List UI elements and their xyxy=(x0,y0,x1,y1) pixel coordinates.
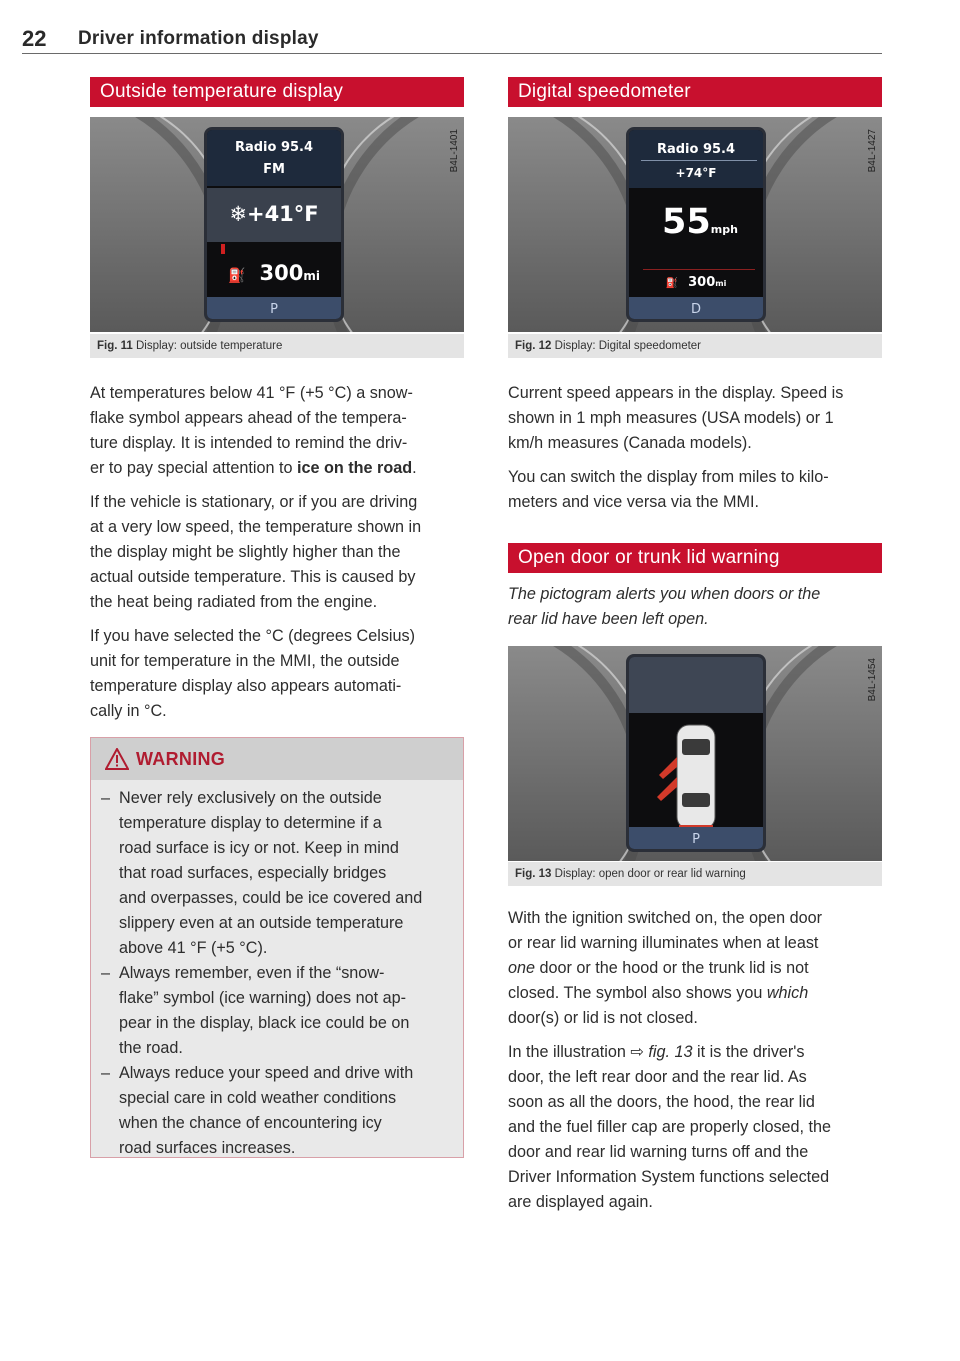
caption-text: Display: outside temperature xyxy=(136,340,283,352)
top-panel xyxy=(629,657,763,713)
text-line: soon as all the doors, the hood, the rear lid xyxy=(508,1093,815,1111)
text-line: and the fuel filler cap are properly closed, the xyxy=(508,1118,832,1136)
temperature-value: +74°F xyxy=(675,166,717,180)
text-line: road surfaces increases. xyxy=(119,1139,296,1157)
text-line: above 41 °F (+5 °C). xyxy=(119,939,268,957)
text-line: it is the driver's xyxy=(692,1043,805,1061)
figure-code: B4L-1454 xyxy=(867,658,878,702)
text-line: door(s) or lid is not closed. xyxy=(508,1009,698,1027)
text-line: the road. xyxy=(119,1039,183,1057)
text-line: actual outside temperature. This is caused by xyxy=(90,568,416,586)
temperature-readout xyxy=(207,202,341,226)
warning-header xyxy=(91,738,463,780)
warning-item xyxy=(101,961,457,1061)
figure-11-caption xyxy=(90,334,464,358)
caption-label: Fig. 12 xyxy=(515,340,552,352)
text-line: temperature display also appears automati- xyxy=(90,677,402,695)
text-line: flake” symbol (ice warning) does not ap- xyxy=(119,989,407,1007)
warning-list xyxy=(101,786,457,1161)
warning-triangle-icon xyxy=(105,748,129,770)
text-line: or rear lid warning illuminates when at least xyxy=(508,934,819,952)
text-line: With the ignition switched on, the open door xyxy=(508,909,823,927)
figure-11 xyxy=(90,117,464,332)
text-line: In the illustration xyxy=(508,1043,631,1061)
dash: – xyxy=(101,1064,111,1082)
figure-13-caption xyxy=(508,862,882,886)
instrument-display xyxy=(204,127,344,322)
warning-item xyxy=(101,786,457,961)
gear-indicator: P xyxy=(692,832,700,847)
text-line: You can switch the display from miles to kilo- xyxy=(508,468,829,486)
fuel-pump-icon: ⛽ xyxy=(665,278,679,289)
dash: – xyxy=(101,964,111,982)
text-line: closed. The symbol also shows you xyxy=(508,984,767,1002)
speed-unit: mph xyxy=(710,223,738,236)
text-line: er to pay special attention to xyxy=(90,459,297,477)
text-line: pear in the display, black ice could be on xyxy=(119,1014,410,1032)
paragraph xyxy=(508,465,888,515)
text-line: If you have selected the °C (degrees Celsius) xyxy=(90,627,415,645)
text-line: are displayed again. xyxy=(508,1193,653,1211)
text-line: flake symbol appears ahead of the tempera- xyxy=(90,409,407,427)
section-title-outside-temperature: Outside temperature display xyxy=(90,77,464,107)
paragraph xyxy=(90,490,470,615)
text-line: Current speed appears in the display. Speed is xyxy=(508,384,844,402)
door-warning-body xyxy=(508,906,888,1215)
radio-band: FM xyxy=(263,162,285,177)
section-intro xyxy=(508,582,888,632)
text-line: that road surfaces, especially bridges xyxy=(119,864,387,882)
instrument-display xyxy=(626,654,766,852)
warning-text xyxy=(119,786,422,961)
warning-box xyxy=(90,737,464,1158)
figure-12 xyxy=(508,117,882,332)
text-line: temperature display to determine if a xyxy=(119,814,382,832)
warning-text xyxy=(119,961,409,1061)
text-line: ture display. It is intended to remind the driv- xyxy=(90,434,408,452)
divider xyxy=(641,160,757,161)
text-line: The pictogram alerts you when doors or the xyxy=(508,585,821,603)
snowflake-icon: ❄ xyxy=(229,202,247,226)
page-number: 22 xyxy=(22,26,47,51)
car-door-pictogram-icon xyxy=(629,713,763,833)
digital-speedometer-body xyxy=(508,381,888,515)
text-line: . xyxy=(412,459,417,477)
range-unit: mi xyxy=(715,279,727,288)
fuel-pump-icon: ⛽ xyxy=(228,268,246,284)
text-line: unit for temperature in the MMI, the outside xyxy=(90,652,400,670)
figure-code: B4L-1427 xyxy=(867,129,878,173)
figure-13 xyxy=(508,646,882,861)
radio-panel xyxy=(207,130,341,186)
paragraph xyxy=(90,381,470,481)
text-line: when the chance of encountering icy xyxy=(119,1114,382,1132)
text-line: and overpasses, could be ice covered and xyxy=(119,889,423,907)
section-title-open-door-warning: Open door or trunk lid warning xyxy=(508,543,882,573)
text-line: At temperatures below 41 °F (+5 °C) a snow- xyxy=(90,384,413,402)
text-line: special care in cold weather conditions xyxy=(119,1089,397,1107)
emphasis: which xyxy=(766,984,809,1002)
speed-readout xyxy=(629,202,763,242)
temperature-value: +41°F xyxy=(246,202,319,226)
emphasis: one xyxy=(508,959,536,977)
text-line: Never rely exclusively on the outside xyxy=(119,789,382,807)
text-line: the display might be slightly higher than the xyxy=(90,543,401,561)
text-line: Always reduce your speed and drive with xyxy=(119,1064,414,1082)
text-line: door or the hood or the trunk lid is not xyxy=(535,959,809,977)
text-line: slippery even at an outside temperature xyxy=(119,914,404,932)
radio-station: Radio 95.4 xyxy=(656,142,736,157)
section-title-digital-speedometer: Digital speedometer xyxy=(508,77,882,107)
text-line: Driver Information System functions selected xyxy=(508,1168,830,1186)
radio-station: Radio 95.4 xyxy=(234,140,314,155)
outside-temp-body xyxy=(90,381,470,724)
text-line: rear lid have been left open. xyxy=(508,610,709,628)
text-line: km/h measures (Canada models). xyxy=(508,434,752,452)
caption-text: Display: open door or rear lid warning xyxy=(554,868,746,880)
divider xyxy=(643,269,755,270)
warning-text xyxy=(119,1061,413,1161)
caption-label: Fig. 11 xyxy=(97,340,133,352)
bold-phrase: ice on the road xyxy=(296,459,413,477)
text-line: If the vehicle is stationary, or if you are driving xyxy=(90,493,418,511)
text-line: door and rear lid warning turns off and the xyxy=(508,1143,809,1161)
fuel-warning-marker xyxy=(221,244,225,254)
chapter-title: Driver information display xyxy=(78,28,319,49)
instrument-display xyxy=(626,127,766,322)
paragraph xyxy=(90,624,470,724)
range-value: 300 xyxy=(259,261,304,285)
warning-item xyxy=(101,1061,457,1161)
text-line: road surface is icy or not. Keep in mind xyxy=(119,839,399,857)
figure-12-caption xyxy=(508,334,882,358)
range-readout xyxy=(207,261,341,285)
text-line: the heat being radiated from the engine. xyxy=(90,593,378,611)
range-readout xyxy=(629,275,763,290)
gear-indicator: P xyxy=(270,302,278,317)
paragraph xyxy=(508,1040,888,1215)
text-line: shown in 1 mph measures (USA models) or 1 xyxy=(508,409,834,427)
figure-code: B4L-1401 xyxy=(449,129,460,173)
warning-title: WARNING xyxy=(136,749,226,769)
speed-value: 55 xyxy=(662,202,711,242)
range-unit: mi xyxy=(303,269,320,283)
gear-indicator: D xyxy=(690,302,701,317)
text-line: at a very low speed, the temperature shown in xyxy=(90,518,422,536)
text-line: meters and vice versa via the MMI. xyxy=(508,493,759,511)
paragraph xyxy=(508,906,888,1031)
caption-text: Display: Digital speedometer xyxy=(554,340,702,352)
paragraph xyxy=(508,381,888,456)
figure-reference-link[interactable]: ⇨ fig. 13 xyxy=(630,1043,693,1061)
range-value: 300 xyxy=(688,275,716,290)
text-line: cally in °C. xyxy=(90,702,167,720)
text-line: door, the left rear door and the rear lid. As xyxy=(508,1068,807,1086)
dash: – xyxy=(101,789,111,807)
text-line: Always remember, even if the “snow- xyxy=(119,964,385,982)
caption-label: Fig. 13 xyxy=(515,868,552,880)
header-rule xyxy=(22,53,882,54)
